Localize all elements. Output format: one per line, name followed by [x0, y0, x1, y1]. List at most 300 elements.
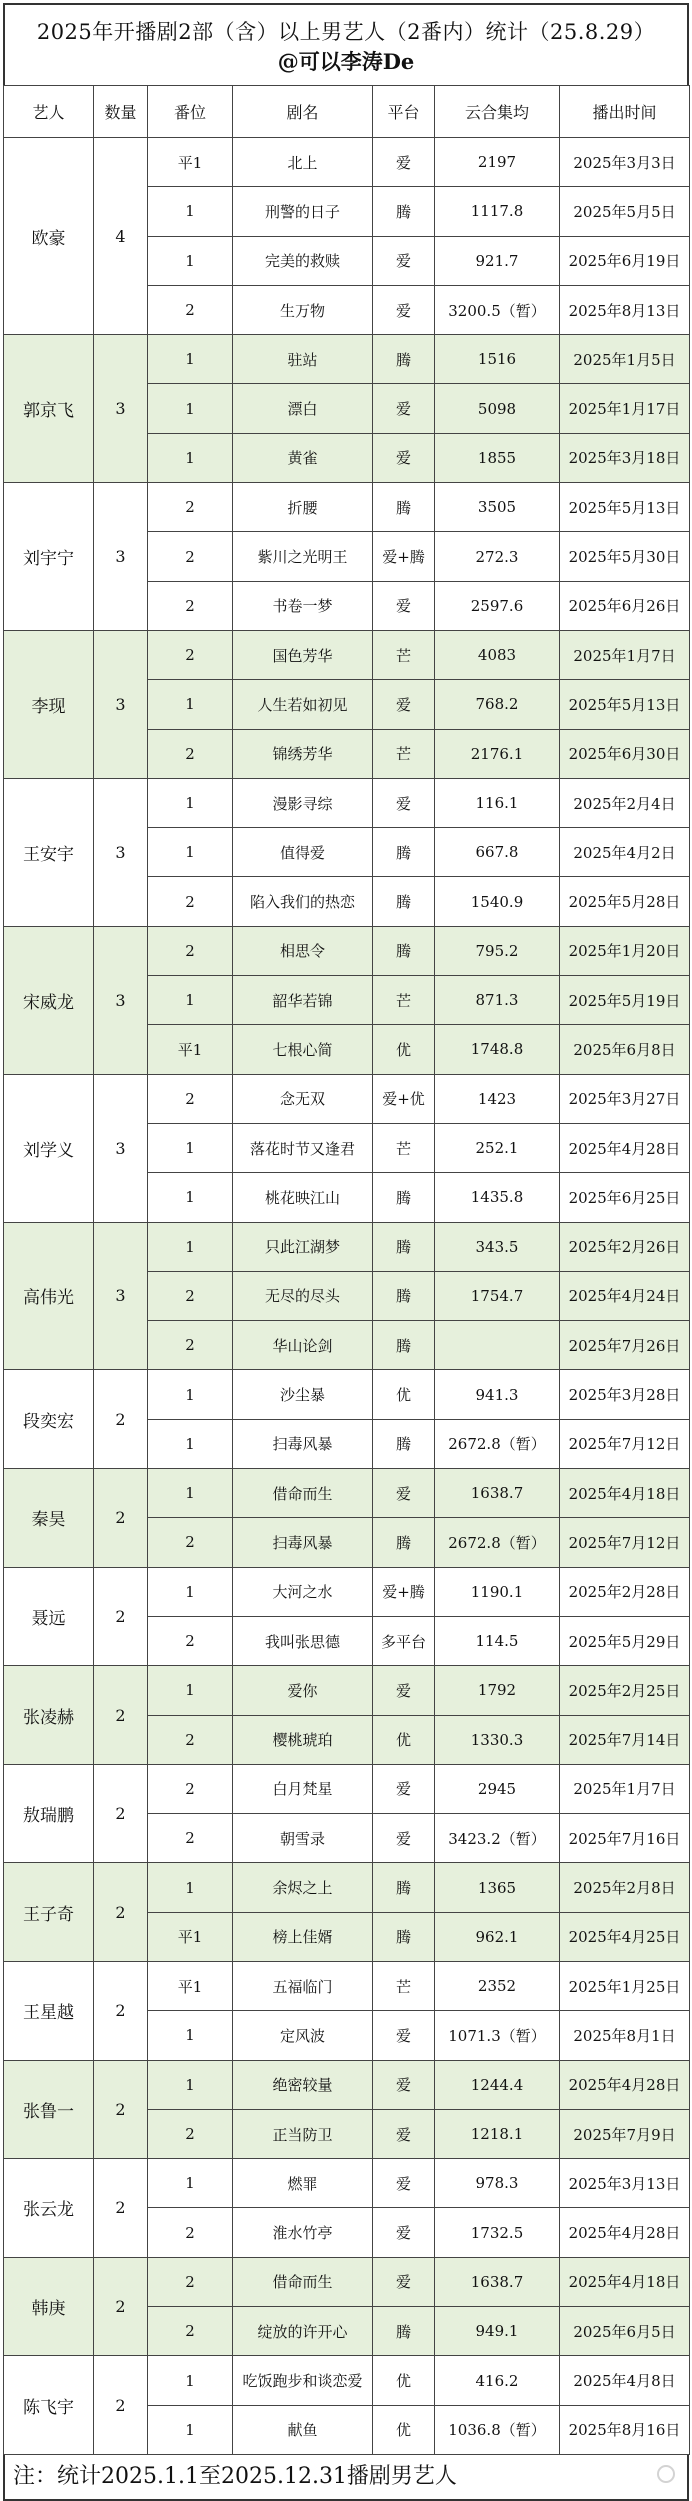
drama-cell: 借命而生 — [233, 2257, 373, 2306]
date-cell: 2025年7月26日 — [560, 1321, 690, 1370]
table-row — [4, 926, 690, 975]
drama-cell: 桃花映江山 — [233, 1173, 373, 1222]
rank-cell: 2 — [148, 729, 233, 778]
date-cell: 2025年2月8日 — [560, 1863, 690, 1912]
platform-cell: 爱 — [373, 384, 435, 433]
date-cell: 2025年3月13日 — [560, 2159, 690, 2208]
drama-cell: 生万物 — [233, 285, 373, 334]
count-cell: 3 — [94, 483, 148, 631]
table-row — [4, 1222, 690, 1271]
table-row — [4, 1961, 690, 2010]
header-drama: 剧名 — [233, 86, 373, 138]
platform-cell: 优 — [373, 1370, 435, 1419]
drama-cell: 漂白 — [233, 384, 373, 433]
rank-cell: 1 — [148, 2405, 233, 2454]
page-title: 2025年开播剧2部（含）以上男艺人（2番内）统计（25.8.29） — [36, 20, 656, 44]
drama-cell: 无尽的尽头 — [233, 1271, 373, 1320]
avg-cell: 1423 — [435, 1074, 560, 1123]
avg-cell: 2945 — [435, 1764, 560, 1813]
date-cell: 2025年4月25日 — [560, 1912, 690, 1961]
count-cell: 2 — [94, 1469, 148, 1568]
platform-cell: 爱 — [373, 1814, 435, 1863]
platform-cell: 腾 — [373, 926, 435, 975]
drama-cell: 折腰 — [233, 483, 373, 532]
platform-cell: 芒 — [373, 630, 435, 679]
footer-note-box — [3, 2455, 689, 2501]
date-cell: 2025年3月18日 — [560, 433, 690, 482]
drama-cell: 我叫张思德 — [233, 1616, 373, 1665]
drama-cell: 正当防卫 — [233, 2109, 373, 2158]
date-cell: 2025年3月27日 — [560, 1074, 690, 1123]
rank-cell: 2 — [148, 2307, 233, 2356]
artist-cell: 李现 — [4, 630, 94, 778]
avg-cell: 1244.4 — [435, 2060, 560, 2109]
date-cell: 2025年1月25日 — [560, 1961, 690, 2010]
avg-cell: 343.5 — [435, 1222, 560, 1271]
date-cell: 2025年6月5日 — [560, 2307, 690, 2356]
date-cell: 2025年1月20日 — [560, 926, 690, 975]
date-cell: 2025年3月3日 — [560, 138, 690, 187]
table-row — [4, 1764, 690, 1813]
date-cell: 2025年4月18日 — [560, 1469, 690, 1518]
avg-cell: 1748.8 — [435, 1025, 560, 1074]
watermark — [657, 2465, 675, 2483]
date-cell: 2025年1月7日 — [560, 630, 690, 679]
rank-cell: 1 — [148, 2159, 233, 2208]
avg-cell: 3200.5（暂） — [435, 285, 560, 334]
date-cell: 2025年6月26日 — [560, 581, 690, 630]
rank-cell: 1 — [148, 1567, 233, 1616]
date-cell: 2025年4月24日 — [560, 1271, 690, 1320]
drama-cell: 陷入我们的热恋 — [233, 877, 373, 926]
rank-cell: 1 — [148, 1469, 233, 1518]
date-cell: 2025年7月9日 — [560, 2109, 690, 2158]
drama-cell: 献鱼 — [233, 2405, 373, 2454]
author-handle: @可以李涛De — [277, 49, 415, 74]
count-cell: 3 — [94, 630, 148, 778]
table-row — [4, 2060, 690, 2109]
artist-cell: 张凌赫 — [4, 1666, 94, 1765]
count-cell: 4 — [94, 138, 148, 335]
avg-cell: 1855 — [435, 433, 560, 482]
artist-cell: 宋威龙 — [4, 926, 94, 1074]
avg-cell: 1218.1 — [435, 2109, 560, 2158]
date-cell: 2025年7月14日 — [560, 1715, 690, 1764]
avg-cell: 1435.8 — [435, 1173, 560, 1222]
drama-cell: 驻站 — [233, 335, 373, 384]
header-artist: 艺人 — [4, 86, 94, 138]
platform-cell: 爱 — [373, 1764, 435, 1813]
date-cell: 2025年4月28日 — [560, 2208, 690, 2257]
avg-cell: 1071.3（暂） — [435, 2011, 560, 2060]
avg-cell: 949.1 — [435, 2307, 560, 2356]
platform-cell: 腾 — [373, 483, 435, 532]
avg-cell: 978.3 — [435, 2159, 560, 2208]
platform-cell: 芒 — [373, 976, 435, 1025]
avg-cell: 941.3 — [435, 1370, 560, 1419]
avg-cell: 1792 — [435, 1666, 560, 1715]
count-cell: 3 — [94, 1074, 148, 1222]
rank-cell: 2 — [148, 630, 233, 679]
date-cell: 2025年2月26日 — [560, 1222, 690, 1271]
artist-cell: 郭京飞 — [4, 335, 94, 483]
platform-cell: 爱 — [373, 2060, 435, 2109]
platform-cell: 爱+优 — [373, 1074, 435, 1123]
date-cell: 2025年1月17日 — [560, 384, 690, 433]
platform-cell: 爱 — [373, 2011, 435, 2060]
platform-cell: 爱+腾 — [373, 1567, 435, 1616]
rank-cell: 1 — [148, 680, 233, 729]
rank-cell: 2 — [148, 2208, 233, 2257]
date-cell: 2025年7月12日 — [560, 1419, 690, 1468]
table-row — [4, 1469, 690, 1518]
rank-cell: 2 — [148, 1518, 233, 1567]
avg-cell: 1638.7 — [435, 1469, 560, 1518]
table-row — [4, 138, 690, 187]
avg-cell: 416.2 — [435, 2356, 560, 2405]
artist-cell: 王星越 — [4, 1961, 94, 2060]
table-row — [4, 2356, 690, 2405]
table-body — [4, 138, 690, 2455]
date-cell: 2025年2月28日 — [560, 1567, 690, 1616]
drama-cell: 樱桃琥珀 — [233, 1715, 373, 1764]
rank-cell: 2 — [148, 926, 233, 975]
rank-cell: 2 — [148, 532, 233, 581]
avg-cell: 667.8 — [435, 828, 560, 877]
rank-cell: 1 — [148, 2060, 233, 2109]
rank-cell: 2 — [148, 1616, 233, 1665]
date-cell: 2025年6月30日 — [560, 729, 690, 778]
date-cell: 2025年4月18日 — [560, 2257, 690, 2306]
count-cell: 2 — [94, 1863, 148, 1962]
rank-cell: 2 — [148, 1764, 233, 1813]
rank-cell: 平1 — [148, 1961, 233, 2010]
count-cell: 2 — [94, 1961, 148, 2060]
platform-cell: 爱 — [373, 138, 435, 187]
avg-cell: 272.3 — [435, 532, 560, 581]
date-cell: 2025年8月16日 — [560, 2405, 690, 2454]
avg-cell: 768.2 — [435, 680, 560, 729]
artist-cell: 陈飞宇 — [4, 2356, 94, 2455]
avg-cell: 921.7 — [435, 236, 560, 285]
platform-cell: 腾 — [373, 1222, 435, 1271]
table-row — [4, 1666, 690, 1715]
platform-cell: 爱 — [373, 2208, 435, 2257]
avg-cell: 795.2 — [435, 926, 560, 975]
rank-cell: 平1 — [148, 1912, 233, 1961]
rank-cell: 1 — [148, 1370, 233, 1419]
drama-cell: 落花时节又逢君 — [233, 1123, 373, 1172]
date-cell: 2025年5月29日 — [560, 1616, 690, 1665]
date-cell: 2025年4月28日 — [560, 1123, 690, 1172]
avg-cell: 2352 — [435, 1961, 560, 2010]
platform-cell: 芒 — [373, 729, 435, 778]
date-cell: 2025年5月13日 — [560, 680, 690, 729]
platform-cell: 爱 — [373, 1666, 435, 1715]
rank-cell: 1 — [148, 187, 233, 236]
rank-cell: 1 — [148, 1666, 233, 1715]
drama-cell: 锦绣芳华 — [233, 729, 373, 778]
platform-cell: 爱 — [373, 581, 435, 630]
platform-cell: 爱 — [373, 1469, 435, 1518]
date-cell: 2025年5月30日 — [560, 532, 690, 581]
rank-cell: 2 — [148, 877, 233, 926]
avg-cell: 252.1 — [435, 1123, 560, 1172]
avg-cell: 114.5 — [435, 1616, 560, 1665]
avg-cell: 962.1 — [435, 1912, 560, 1961]
rank-cell: 1 — [148, 976, 233, 1025]
platform-cell: 爱 — [373, 236, 435, 285]
drama-cell: 人生若如初见 — [233, 680, 373, 729]
drama-cell: 只此江湖梦 — [233, 1222, 373, 1271]
artist-cell: 王安宇 — [4, 778, 94, 926]
avg-cell: 1540.9 — [435, 877, 560, 926]
rank-cell: 1 — [148, 1863, 233, 1912]
platform-cell: 腾 — [373, 1321, 435, 1370]
platform-cell: 腾 — [373, 828, 435, 877]
table-row — [4, 335, 690, 384]
avg-cell: 2597.6 — [435, 581, 560, 630]
drama-cell: 相思令 — [233, 926, 373, 975]
date-cell: 2025年1月7日 — [560, 1764, 690, 1813]
header-count: 数量 — [94, 86, 148, 138]
artist-cell: 高伟光 — [4, 1222, 94, 1370]
date-cell: 2025年7月16日 — [560, 1814, 690, 1863]
header-platform: 平台 — [373, 86, 435, 138]
rank-cell: 2 — [148, 1814, 233, 1863]
table-row — [4, 778, 690, 827]
footer-note: 注：统计2025.1.1至2025.12.31播剧男艺人 — [13, 2463, 457, 2489]
count-cell: 2 — [94, 1370, 148, 1469]
drama-cell: 五福临门 — [233, 1961, 373, 2010]
artist-cell: 聂远 — [4, 1567, 94, 1666]
date-cell: 2025年5月28日 — [560, 877, 690, 926]
platform-cell: 爱+腾 — [373, 532, 435, 581]
date-cell: 2025年7月12日 — [560, 1518, 690, 1567]
table-row — [4, 1370, 690, 1419]
rank-cell: 平1 — [148, 1025, 233, 1074]
avg-cell: 5098 — [435, 384, 560, 433]
platform-cell: 爱 — [373, 2109, 435, 2158]
platform-cell: 腾 — [373, 1912, 435, 1961]
avg-cell: 1638.7 — [435, 2257, 560, 2306]
date-cell: 2025年5月13日 — [560, 483, 690, 532]
count-cell: 2 — [94, 2159, 148, 2258]
drama-cell: 扫毒风暴 — [233, 1518, 373, 1567]
count-cell: 2 — [94, 1764, 148, 1863]
stats-table — [3, 85, 690, 2455]
drama-cell: 黄雀 — [233, 433, 373, 482]
drama-cell: 绝密较量 — [233, 2060, 373, 2109]
count-cell: 2 — [94, 1567, 148, 1666]
drama-cell: 扫毒风暴 — [233, 1419, 373, 1468]
platform-cell: 爱 — [373, 778, 435, 827]
drama-cell: 绽放的许开心 — [233, 2307, 373, 2356]
drama-cell: 书卷一梦 — [233, 581, 373, 630]
table-row — [4, 2257, 690, 2306]
rank-cell: 1 — [148, 1419, 233, 1468]
drama-cell: 完美的救赎 — [233, 236, 373, 285]
drama-cell: 大河之水 — [233, 1567, 373, 1616]
drama-cell: 北上 — [233, 138, 373, 187]
avg-cell: 871.3 — [435, 976, 560, 1025]
artist-cell: 敖瑞鹏 — [4, 1764, 94, 1863]
artist-cell: 段奕宏 — [4, 1370, 94, 1469]
drama-cell: 刑警的日子 — [233, 187, 373, 236]
artist-cell: 刘宇宁 — [4, 483, 94, 631]
drama-cell: 白月梵星 — [233, 1764, 373, 1813]
count-cell: 3 — [94, 926, 148, 1074]
artist-cell: 欧豪 — [4, 138, 94, 335]
artist-cell: 王子奇 — [4, 1863, 94, 1962]
drama-cell: 七根心简 — [233, 1025, 373, 1074]
avg-cell: 2672.8（暂） — [435, 1419, 560, 1468]
artist-cell: 刘学义 — [4, 1074, 94, 1222]
drama-cell: 朝雪录 — [233, 1814, 373, 1863]
drama-cell: 淮水竹亭 — [233, 2208, 373, 2257]
avg-cell: 3423.2（暂） — [435, 1814, 560, 1863]
date-cell: 2025年1月5日 — [560, 335, 690, 384]
count-cell: 2 — [94, 1666, 148, 1765]
rank-cell: 2 — [148, 581, 233, 630]
platform-cell: 多平台 — [373, 1616, 435, 1665]
platform-cell: 腾 — [373, 187, 435, 236]
platform-cell: 腾 — [373, 1863, 435, 1912]
drama-cell: 余烬之上 — [233, 1863, 373, 1912]
platform-cell: 优 — [373, 1715, 435, 1764]
avg-cell: 2176.1 — [435, 729, 560, 778]
rank-cell: 2 — [148, 1271, 233, 1320]
header-date: 播出时间 — [560, 86, 690, 138]
rank-cell: 1 — [148, 236, 233, 285]
drama-cell: 吃饭跑步和谈恋爱 — [233, 2356, 373, 2405]
date-cell: 2025年3月28日 — [560, 1370, 690, 1419]
platform-cell: 爱 — [373, 285, 435, 334]
table-row — [4, 1567, 690, 1616]
date-cell: 2025年2月4日 — [560, 778, 690, 827]
date-cell: 2025年6月19日 — [560, 236, 690, 285]
rank-cell: 平1 — [148, 138, 233, 187]
artist-cell: 秦昊 — [4, 1469, 94, 1568]
platform-cell: 腾 — [373, 335, 435, 384]
platform-cell: 腾 — [373, 1173, 435, 1222]
date-cell: 2025年8月13日 — [560, 285, 690, 334]
drama-cell: 定风波 — [233, 2011, 373, 2060]
count-cell: 3 — [94, 1222, 148, 1370]
title-box — [3, 3, 689, 85]
date-cell: 2025年4月2日 — [560, 828, 690, 877]
rank-cell: 2 — [148, 2257, 233, 2306]
avg-cell: 1732.5 — [435, 2208, 560, 2257]
rank-cell: 1 — [148, 1222, 233, 1271]
count-cell: 3 — [94, 335, 148, 483]
rank-cell: 2 — [148, 1321, 233, 1370]
rank-cell: 2 — [148, 483, 233, 532]
table-row — [4, 483, 690, 532]
rank-cell: 2 — [148, 1074, 233, 1123]
rank-cell: 1 — [148, 384, 233, 433]
rank-cell: 1 — [148, 2011, 233, 2060]
rank-cell: 1 — [148, 1123, 233, 1172]
platform-cell: 腾 — [373, 1271, 435, 1320]
date-cell: 2025年5月19日 — [560, 976, 690, 1025]
drama-cell: 沙尘暴 — [233, 1370, 373, 1419]
avg-cell: 2672.8（暂） — [435, 1518, 560, 1567]
avg-cell: 1117.8 — [435, 187, 560, 236]
table-row — [4, 630, 690, 679]
drama-cell: 紫川之光明王 — [233, 532, 373, 581]
table-row — [4, 2159, 690, 2208]
drama-cell: 韶华若锦 — [233, 976, 373, 1025]
rank-cell: 1 — [148, 335, 233, 384]
date-cell: 2025年8月1日 — [560, 2011, 690, 2060]
count-cell: 2 — [94, 2060, 148, 2159]
drama-cell: 漫影寻综 — [233, 778, 373, 827]
date-cell: 2025年6月25日 — [560, 1173, 690, 1222]
watermark-icon — [657, 2465, 675, 2483]
drama-cell: 榜上佳婿 — [233, 1912, 373, 1961]
platform-cell: 芒 — [373, 1123, 435, 1172]
rank-cell: 1 — [148, 1173, 233, 1222]
drama-cell: 借命而生 — [233, 1469, 373, 1518]
drama-cell: 燃罪 — [233, 2159, 373, 2208]
table-row — [4, 1863, 690, 1912]
platform-cell: 腾 — [373, 1518, 435, 1567]
avg-cell: 1036.8（暂） — [435, 2405, 560, 2454]
avg-cell: 1330.3 — [435, 1715, 560, 1764]
date-cell: 2025年4月28日 — [560, 2060, 690, 2109]
artist-cell: 张云龙 — [4, 2159, 94, 2258]
drama-cell: 值得爱 — [233, 828, 373, 877]
date-cell: 2025年5月5日 — [560, 187, 690, 236]
drama-cell: 国色芳华 — [233, 630, 373, 679]
rank-cell: 2 — [148, 285, 233, 334]
date-cell: 2025年6月8日 — [560, 1025, 690, 1074]
rank-cell: 2 — [148, 2109, 233, 2158]
avg-cell: 1516 — [435, 335, 560, 384]
rank-cell: 1 — [148, 2356, 233, 2405]
platform-cell: 爱 — [373, 2159, 435, 2208]
rank-cell: 2 — [148, 1715, 233, 1764]
platform-cell: 爱 — [373, 2257, 435, 2306]
platform-cell: 腾 — [373, 1419, 435, 1468]
rank-cell: 1 — [148, 828, 233, 877]
platform-cell: 腾 — [373, 877, 435, 926]
header-row — [4, 86, 690, 138]
header-rank: 番位 — [148, 86, 233, 138]
avg-cell — [435, 1321, 560, 1370]
count-cell: 2 — [94, 2356, 148, 2455]
platform-cell: 优 — [373, 2356, 435, 2405]
drama-cell: 念无双 — [233, 1074, 373, 1123]
drama-cell: 华山论剑 — [233, 1321, 373, 1370]
platform-cell: 爱 — [373, 680, 435, 729]
platform-cell: 芒 — [373, 1961, 435, 2010]
stats-sheet — [3, 3, 689, 2501]
platform-cell: 爱 — [373, 433, 435, 482]
table-row — [4, 1074, 690, 1123]
artist-cell: 韩庚 — [4, 2257, 94, 2356]
header-avg: 云合集均 — [435, 86, 560, 138]
rank-cell: 1 — [148, 778, 233, 827]
avg-cell: 4083 — [435, 630, 560, 679]
rank-cell: 1 — [148, 433, 233, 482]
artist-cell: 张鲁一 — [4, 2060, 94, 2159]
count-cell: 2 — [94, 2257, 148, 2356]
date-cell: 2025年4月8日 — [560, 2356, 690, 2405]
platform-cell: 优 — [373, 1025, 435, 1074]
drama-cell: 爱你 — [233, 1666, 373, 1715]
